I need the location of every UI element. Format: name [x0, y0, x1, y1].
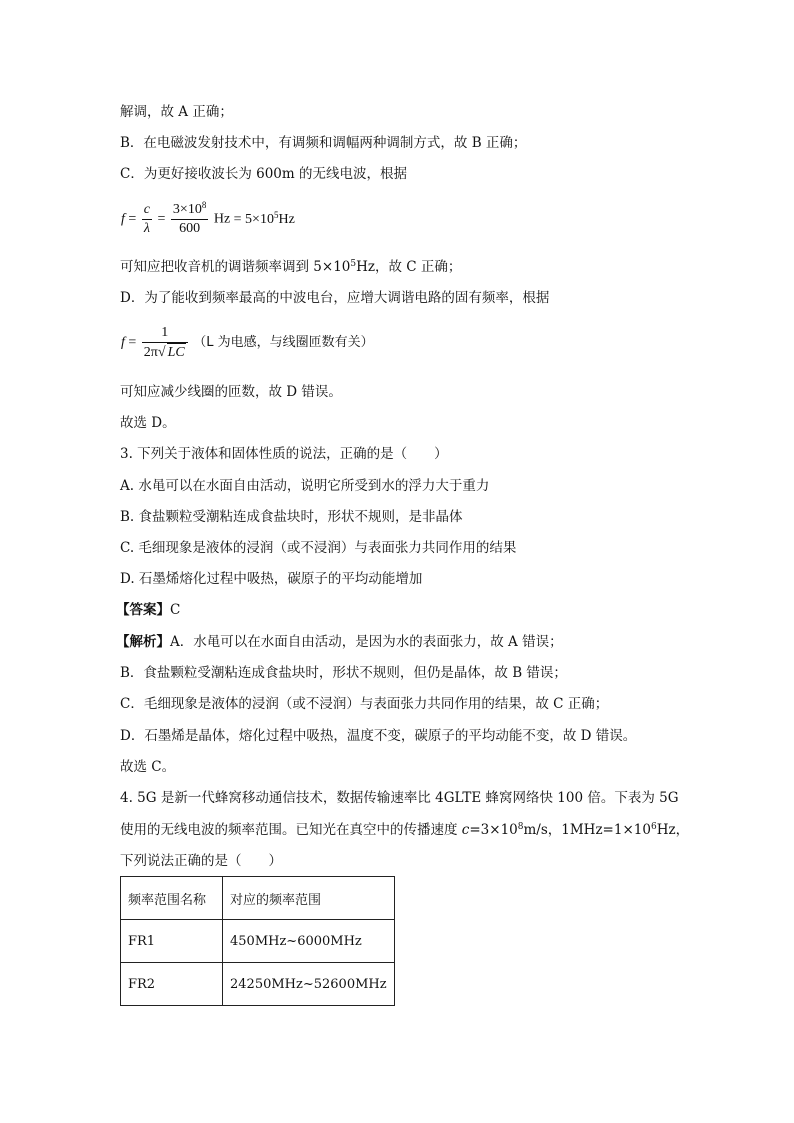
frequency-table — [120, 876, 395, 1006]
analysis-label: 【解析】 — [116, 634, 170, 650]
fraction-c-over-lambda — [142, 201, 152, 238]
answer-label: 【答案】 — [116, 602, 170, 618]
formula-unit: Hz — [213, 211, 231, 227]
option-a: A. 水黾可以在水面自由活动，说明它所受到水的浮力大于重力 — [120, 478, 490, 494]
question-text: 使用的无线电波的频率范围。已知光在真空中的传播速度 $c=3\times 10^8m/s$，$1MHz=1\times 10^6Hz$， — [120, 822, 690, 838]
formula-frequency — [121, 201, 295, 238]
formula-result: = $5\times 10^5Hz$ — [233, 209, 295, 227]
table-header: 对应的频率范围 — [223, 877, 395, 920]
table-cell: FR1 — [121, 920, 223, 963]
question-stem: 3. 下列关于液体和固体性质的说法，正确的是（ ） — [120, 446, 448, 462]
fraction-numerator: c — [142, 201, 152, 220]
fraction-denominator: 2π√ LC — [143, 345, 185, 360]
option-c: C. 毛细现象是液体的浸润（或不浸润）与表面张力共同作用的结果 — [120, 540, 517, 556]
fraction-numerator: 1 — [142, 324, 188, 343]
choose-line: 故选 C。 — [120, 759, 176, 775]
fraction-resonance — [142, 324, 188, 362]
table-cell: 450MHz~6000MHz — [223, 920, 395, 963]
text-line: 故选 D。 — [120, 415, 176, 431]
option-b: B. 食盐颗粒受潮粘连成食盐块时，形状不规则，是非晶体 — [120, 509, 463, 525]
analysis-line: 【解析】A．水黾可以在水面自由活动，是因为水的表面张力，故 A 错误； — [116, 634, 563, 650]
formula-note: （L 为电感，与线圈匝数有关） — [193, 335, 374, 351]
table-header: 频率范围名称 — [121, 877, 223, 920]
question-stem: 4. 5G 是新一代蜂窝移动通信技术，数据传输速率比 4GLTE 蜂窝网络快 100 倍。下表为 5G — [120, 790, 679, 806]
fraction-denominator: λ — [143, 221, 150, 236]
text-line: 可知应减少线圈的匝数，故 D 错误。 — [120, 384, 342, 400]
analysis-line: C．毛细现象是液体的浸润（或不浸润）与表面张力共同作用的结果，故 C 正确； — [120, 696, 609, 712]
formula-lhs: f — [121, 335, 125, 351]
table-cell: FR2 — [121, 963, 223, 1006]
table-cell: 24250MHz~52600MHz — [223, 963, 395, 1006]
option-d: D. 石墨烯熔化过程中吸热，碳原子的平均动能增加 — [120, 571, 423, 587]
table-header-row — [121, 877, 395, 920]
formula-lhs: f — [121, 211, 125, 227]
text-line: D．为了能收到频率最高的中波电台，应增大调谐电路的固有频率，根据 — [120, 290, 550, 306]
answer-value: C — [170, 602, 181, 618]
formula-eq: = — [128, 211, 137, 227]
analysis-line: D．石墨烯是晶体，熔化过程中吸热，温度不变，碳原子的平均动能不变，故 D 错误。 — [120, 728, 637, 744]
answer-line — [116, 600, 180, 620]
text-line: 解调，故 A 正确； — [120, 104, 233, 120]
table-row — [121, 920, 395, 963]
text-line: B．在电磁波发射技术中，有调频和调幅两种调制方式，故 B 正确； — [120, 135, 527, 151]
fraction-values — [171, 201, 208, 238]
fraction-numerator: $3\times 10^8$ — [171, 201, 208, 220]
text-line: 可知应把收音机的调谐频率调到 $5\times 10^5Hz$，故 C 正确； — [120, 259, 462, 275]
question-text: 下列说法正确的是（ ） — [120, 853, 282, 869]
analysis-line: B．食盐颗粒受潮粘连成食盐块时，形状不规则，但仍是晶体，故 B 错误； — [120, 665, 567, 681]
formula-eq: = — [128, 335, 137, 351]
formula-resonance — [121, 324, 374, 362]
table-row — [121, 963, 395, 1006]
text-line: C．为更好接收波长为 600m 的无线电波，根据 — [120, 166, 407, 182]
fraction-denominator: 600 — [179, 221, 201, 236]
formula-eq: = — [157, 211, 166, 227]
